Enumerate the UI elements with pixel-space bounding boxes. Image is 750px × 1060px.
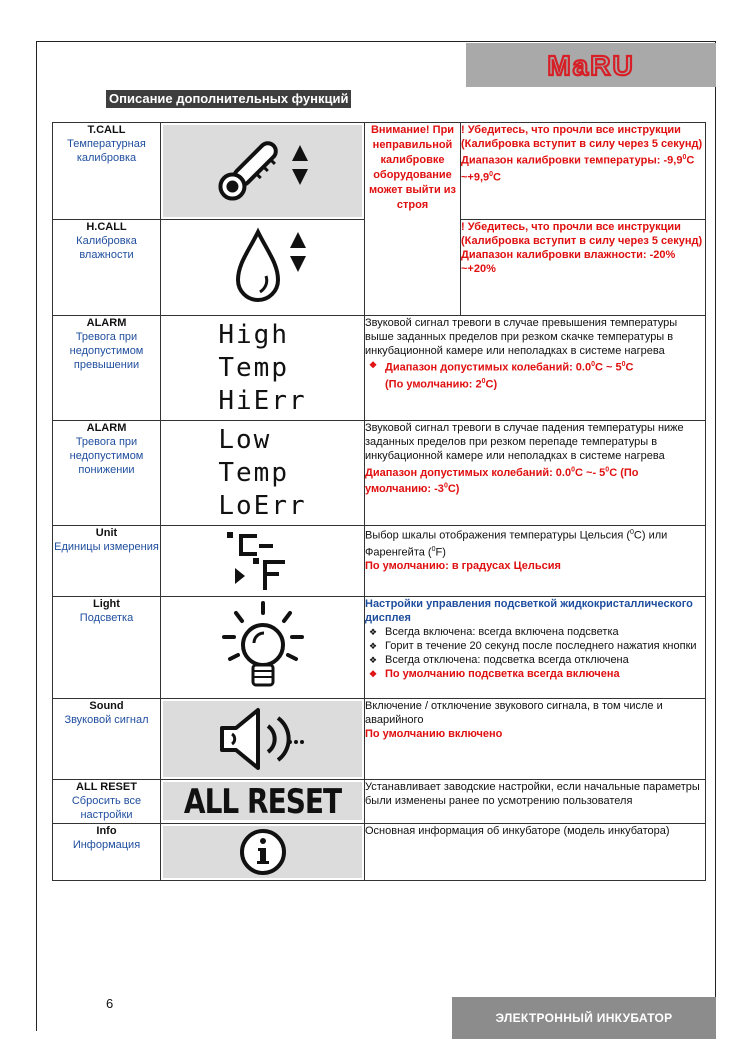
function-icon-cell: [161, 316, 365, 421]
function-name-cell: [53, 421, 161, 526]
function-description: Звуковой сигнал тревоги в случае превышения температуры выше заданных пределов при резком скачке температуры в инкубационной камере или неполадках в системе нагрева ❖ Диапазон допустимых колебаний: $0.0^0C$ ~ $5^0C$ (По умолчанию: $2^0C$): [365, 316, 706, 421]
table-row: [53, 780, 706, 824]
table-row: [53, 123, 706, 220]
function-name-cell: [53, 316, 161, 421]
functions-table: [52, 122, 706, 881]
list-item: ❖ По умолчанию подсветка всегда включена: [365, 667, 705, 681]
function-subtitle: Сбросить все настройки: [71, 795, 142, 821]
table-row: [53, 597, 706, 699]
lcd-display-high: High Temp HiErr: [218, 319, 307, 416]
function-name-cell: [53, 824, 161, 881]
list-item: ❖ Всегда отключена: подсветка всегда отключена: [365, 653, 705, 667]
function-description: Устанавливает заводские настройки, если начальные параметры были изменены ранее по усмотрению пользователя: [365, 780, 706, 824]
thermometer-icon: [208, 131, 318, 211]
light-bulb-icon: [218, 599, 308, 695]
brand-logo-box: [466, 43, 716, 87]
all-reset-label: ALL RESET: [183, 781, 342, 821]
function-name-cell: [53, 526, 161, 597]
table-row: [53, 421, 706, 526]
list-item: ❖ Горит в течение 20 секунд после последнего нажатия кнопки: [365, 639, 705, 653]
function-icon-cell: [161, 597, 365, 699]
function-name-cell: [53, 780, 161, 824]
function-icon-cell: [161, 526, 365, 597]
function-description: Звуковой сигнал тревоги в случае падения температуры ниже заданных пределов при резком перепаде температуры в инкубационной камере или неполадках в системе нагрева Диапазон допустимых колебаний: $0.0^0C$ ~- $5^0C$ (По умолчанию: $-3^0C$): [365, 421, 706, 526]
table-row: [53, 699, 706, 780]
function-subtitle: Звуковой сигнал: [64, 714, 149, 726]
function-name: ALARM: [86, 317, 127, 329]
function-subtitle: Тревога при недопустимом превышении: [69, 331, 144, 371]
function-description: ! Убедитесь, что прочли все инструкции (Калибровка вступит в силу через 5 секунд) Диапазон калибровки температуры: $-9,9^0C$ $\sim+9,9^0C$: [461, 123, 706, 220]
maru-logo: [521, 50, 661, 80]
function-name: Unit: [95, 527, 118, 539]
water-drop-icon: [208, 224, 318, 308]
function-description: ! Убедитесь, что прочли все инструкции (Калибровка вступит в силу через 5 секунд) Диапазон калибровки влажности: -20% ~+20%: [461, 220, 706, 316]
function-name: T.CALL: [87, 124, 126, 136]
function-name-cell: [53, 220, 161, 316]
function-icon-cell: [161, 421, 365, 526]
function-description: Настройки управления подсветкой жидкокристаллического дисплея ❖ Всегда включена: всегда включена подсветка ❖ Горит в течение 20 секунд после последнего нажатия кнопки ❖ Всегда отключена: подсветка всегда отключена ❖ По умолчанию подсветка всегда включена: [365, 597, 706, 699]
function-subtitle: Подсветка: [79, 612, 134, 624]
function-name: ALARM: [86, 422, 127, 434]
function-icon-cell: [161, 220, 365, 316]
info-icon: [236, 827, 290, 877]
function-subtitle: Температурная калибровка: [67, 138, 146, 164]
section-title: Описание дополнительных функций: [106, 90, 351, 108]
list-item: ❖ Всегда включена: всегда включена подсветка: [365, 625, 705, 639]
function-name-cell: [53, 699, 161, 780]
table-row: [53, 824, 706, 881]
function-icon-cell: [161, 780, 365, 824]
function-name: ALL RESET: [76, 781, 137, 793]
svg-text:MaRU: MaRU: [547, 50, 635, 80]
function-subtitle: Тревога при недопустимом понижении: [69, 436, 144, 476]
function-subtitle: Информация: [72, 839, 141, 851]
function-subtitle: Калибровка влажности: [76, 235, 137, 261]
function-subtitle: Единицы измерения: [54, 541, 159, 553]
page-frame-top: [36, 41, 716, 42]
calibration-warning: Внимание! При неправильной калибровке оборудование может выйти из строя: [365, 123, 461, 316]
function-icon-cell: [161, 123, 365, 220]
page-frame-right: [715, 41, 716, 1031]
function-description: Основная информация об инкубаторе (модель инкубатора): [365, 824, 706, 881]
function-name: Light: [93, 598, 120, 610]
function-name: H.CALL: [86, 221, 127, 233]
function-name: Sound: [89, 700, 124, 712]
page-frame-left: [36, 41, 37, 1031]
lcd-display-low: Low Temp LoErr: [218, 424, 307, 521]
function-name-cell: [53, 123, 161, 220]
celsius-fahrenheit-icon: [223, 528, 303, 594]
function-description: Включение / отключение звукового сигнала, в том числе и аварийного По умолчанию включено: [365, 699, 706, 780]
list-item: ❖ Диапазон допустимых колебаний: $0.0^0C$ ~ $5^0C$ (По умолчанию: $2^0C$): [365, 358, 705, 391]
page-number: 6: [106, 996, 114, 1011]
function-name: Info: [96, 825, 117, 837]
function-icon-cell: [161, 824, 365, 881]
footer-title: ЭЛЕКТРОННЫЙ ИНКУБАТОР: [452, 997, 716, 1039]
table-row: [53, 316, 706, 421]
function-name-cell: [53, 597, 161, 699]
table-row: [53, 526, 706, 597]
function-description: Выбор шкалы отображения температуры Цельсия ($^0$C) или Фаренгейта ($^0$F) По умолчанию: в градусах Цельсия: [365, 526, 706, 597]
function-icon-cell: [161, 699, 365, 780]
speaker-icon: [208, 704, 318, 774]
